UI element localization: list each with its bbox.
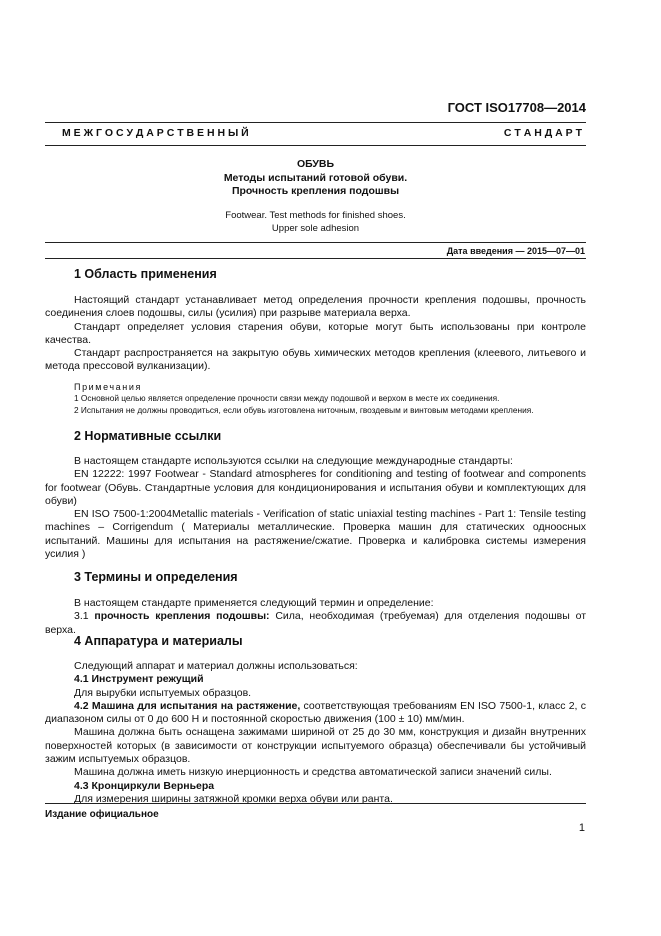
section-1-heading: 1 Область применения: [74, 267, 217, 281]
introduction-date: Дата введения — 2015—07—01: [446, 246, 585, 256]
section-4-heading: 4 Аппаратура и материалы: [74, 634, 243, 648]
note-2: 2 Испытания не должны проводиться, если обувь изготовлена ниточным, гвоздевым и винтовым методами крепления.: [74, 405, 534, 415]
title-line-3: Прочность крепления подошвы: [231, 185, 400, 197]
section-2-body: [45, 455, 586, 561]
banner-rule: [45, 145, 586, 146]
edition-label: Издание официальное: [45, 809, 159, 820]
section-3-body: [45, 597, 586, 637]
title-line-2: Методы испытаний готовой обуви.: [223, 171, 408, 184]
note-1: 1 Основной целью является определение прочности связи между подошвой и верхом в месте их соединения.: [74, 393, 500, 403]
header-rule: [45, 122, 586, 123]
subsection-4-2-heading: 4.2 Машина для испытания на растяжение,: [74, 699, 301, 712]
date-rule: [45, 258, 586, 259]
english-title-line-1: Footwear. Test methods for finished shoes.: [225, 210, 406, 221]
title-line-1: ОБУВЬ: [296, 158, 335, 170]
section-2-heading: 2 Нормативные ссылки: [74, 429, 222, 443]
section-4-body: [45, 660, 586, 806]
section-2-paragraph-3: EN ISO 7500-1:2004Metallic materials - Verification of static uniaxial testing machines - Part 1: Tensile testing machines – Corrigendum ( Материалы металлические. Проверка машин для статических одноосных испытаний. Машины для испытания на растяжение/сжатие. Проверка и калибровка системы измерения усилия ): [45, 508, 586, 561]
subsection-4-2-paragraph-3: Машина должна иметь низкую инерционность и средства автоматической записи значений силы.: [74, 766, 552, 779]
section-3-term: [45, 610, 586, 637]
subsection-4-1-text: Для вырубки испытуемых образцов.: [74, 686, 252, 699]
notes: [74, 392, 586, 416]
term-number: 3.1: [74, 610, 95, 623]
subsection-4-1-heading: 4.1 Инструмент режущий: [74, 673, 204, 686]
english-title: [45, 209, 586, 235]
subsection-4-2-paragraph-2: Машина должна быть оснащена зажимами шириной от 25 до 30 мм, конструкция и дизайн внутренних поверхностей которых (в зависимости от конструкции испытуемого образца) обеспечивали бы устойчивый зажим испытуемых образцов.: [45, 726, 586, 766]
term-name: прочность крепления подошвы:: [94, 610, 270, 623]
title-rule: [45, 242, 586, 243]
section-3-paragraph-1: В настоящем стандарте применяется следующий термин и определение:: [74, 597, 434, 609]
english-title-line-2: Upper sole adhesion: [271, 223, 360, 234]
banner-word-interstate: М Е Ж Г О С У Д А Р С Т В Е Н Н Ы Й: [62, 127, 249, 139]
section-2-paragraph-1: В настоящем стандарте используются ссылки на следующие международные стандарты:: [74, 455, 513, 467]
subsection-4-3-text: Для измерения ширины затяжной кромки верха обуви или ранта.: [74, 792, 393, 805]
banner-word-standard: С Т А Н Д А Р Т: [503, 127, 582, 139]
subsection-4-3-heading: 4.3 Кронциркули Верньера: [74, 779, 215, 792]
term-definition: Сила, необходимая (требуемая) для отделения подошвы от верха.: [45, 610, 587, 636]
subsection-4-2: [45, 700, 586, 727]
document-title: [45, 158, 586, 199]
standard-banner: [62, 127, 582, 139]
section-1-paragraph-1: Настоящий стандарт устанавливает метод определения прочности крепления подошвы, прочность соединения слоев подошвы, силы (усилия) при разрыве материала верха.: [45, 294, 586, 320]
section-2-paragraph-2: EN 12222: 1997 Footwear - Standard atmospheres for conditioning and testing of footwear and components for footwear (Обувь. Стандартные условия для кондиционирования и испытания обуви и комплектующих для обуви): [45, 468, 586, 507]
section-1-paragraph-3: Стандарт распространяется на закрытую обувь химических методов крепления (клеевого, литьевого и метода прессовой вулканизации).: [45, 347, 586, 373]
section-1-body: [45, 294, 586, 374]
section-3-heading: 3 Термины и определения: [74, 570, 238, 584]
notes-heading: Примечания: [74, 382, 142, 392]
document-code: ГОСТ ISO17708—2014: [447, 100, 586, 115]
section-4-paragraph-1: Следующий аппарат и материал должны использоваться:: [74, 660, 358, 672]
footer-rule: [45, 803, 586, 804]
section-1-paragraph-2: Стандарт определяет условия старения обуви, которые могут быть использованы при контроле качества.: [45, 320, 586, 346]
page-number: 1: [578, 822, 585, 834]
subsection-4-2-text: соответствующая требованиям EN ISO 7500-1, класс 2, с диапазоном силы от 0 до 600 Н и постоянной скоростью движения (100 ± 10) мм/мин.: [45, 699, 586, 726]
